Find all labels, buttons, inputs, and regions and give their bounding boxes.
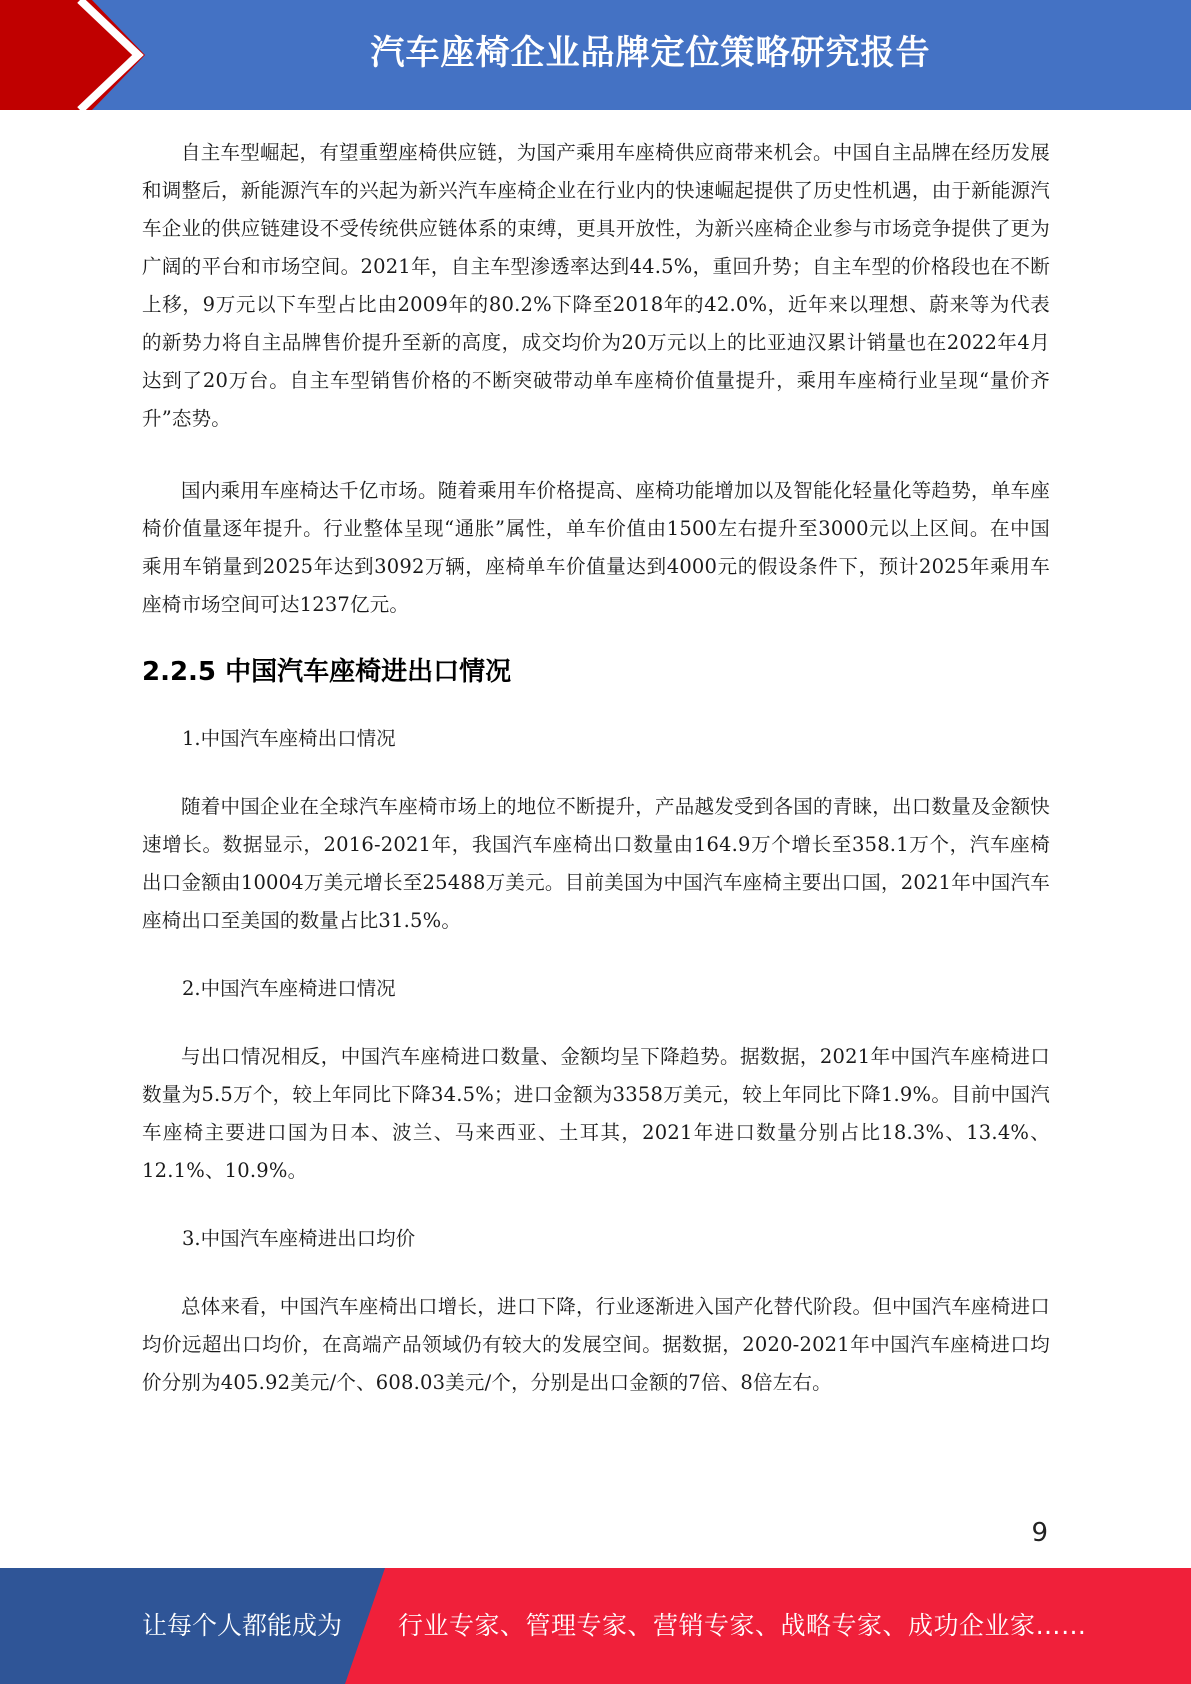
document-body: [142, 134, 1050, 1402]
page-number: 9: [1031, 1518, 1048, 1548]
sub-heading-import: 2.中国汽车座椅进口情况: [182, 977, 396, 1000]
sub-heading-average-price: 3.中国汽车座椅进出口均价: [182, 1227, 416, 1250]
section-heading: 2.2.5 中国汽车座椅进出口情况: [142, 657, 512, 687]
paragraph-import: 与出口情况相反，中国汽车座椅进口数量、金额均呈下降趋势。据数据，2021年中国汽车座椅进口数量为5.5万个，较上年同比下降34.5%；进口金额为3358万美元，较上年同比下降1.9%。目前中国汽车座椅主要进口国为日本、波兰、马来西亚、土耳其，2021年进口数量分别占比18.3%、13.4%、12.1%、10.9%。: [142, 1045, 1050, 1182]
report-title: 汽车座椅企业品牌定位策略研究报告: [370, 33, 931, 73]
red-chevron-decoration: [0, 0, 150, 110]
footer-slogan-left: 让每个人都能成为: [142, 1611, 343, 1640]
paragraph-export: 随着中国企业在全球汽车座椅市场上的地位不断提升，产品越发受到各国的青睐，出口数量及金额快速增长。数据显示，2016-2021年，我国汽车座椅出口数量由164.9万个增长至358.1万个，汽车座椅出口金额由10004万美元增长至25488万美元。目前美国为中国汽车座椅主要出口国，2021年中国汽车座椅出口至美国的数量占比31.5%。: [142, 795, 1050, 932]
footer-slogan-right: 行业专家、管理专家、营销专家、战略专家、成功企业家……: [398, 1611, 1087, 1640]
paragraph-market-size: 国内乘用车座椅达千亿市场。随着乘用车价格提高、座椅功能增加以及智能化轻量化等趋势，单车座椅价值量逐年提升。行业整体呈现“通胀”属性，单车价值由1500左右提升至3000元以上区间。在中国乘用车销量到2025年达到3092万辆，座椅单车价值量达到4000元的假设条件下，预计2025年乘用车座椅市场空间可达1237亿元。: [142, 479, 1050, 616]
sub-heading-export: 1.中国汽车座椅出口情况: [182, 727, 396, 750]
paragraph-average-price: 总体来看，中国汽车座椅出口增长，进口下降，行业逐渐进入国产化替代阶段。但中国汽车座椅进口均价远超出口均价，在高端产品领域仍有较大的发展空间。据数据，2020-2021年中国汽车座椅进口均价分别为405.92美元/个、608.03美元/个，分别是出口金额的7倍、8倍左右。: [142, 1295, 1050, 1394]
paragraph-self-owned-brands: 自主车型崛起，有望重塑座椅供应链，为国产乘用车座椅供应商带来机会。中国自主品牌在经历发展和调整后，新能源汽车的兴起为新兴汽车座椅企业在行业内的快速崛起提供了历史性机遇，由于新能源汽车企业的供应链建设不受传统供应链体系的束缚，更具开放性，为新兴座椅企业参与市场竞争提供了更为广阔的平台和市场空间。2021年，自主车型渗透率达到44.5%，重回升势；自主车型的价格段也在不断上移，9万元以下车型占比由2009年的80.2%下降至2018年的42.0%，近年来以理想、蔚来等为代表的新势力将自主品牌售价提升至新的高度，成交均价为20万元以上的比亚迪汉累计销量也在2022年4月达到了20万台。自主车型销售价格的不断突破带动单车座椅价值量提升，乘用车座椅行业呈现“量价齐升”态势。: [142, 141, 1050, 430]
footer-banner: [0, 1568, 1191, 1684]
header-banner: [0, 0, 1191, 110]
